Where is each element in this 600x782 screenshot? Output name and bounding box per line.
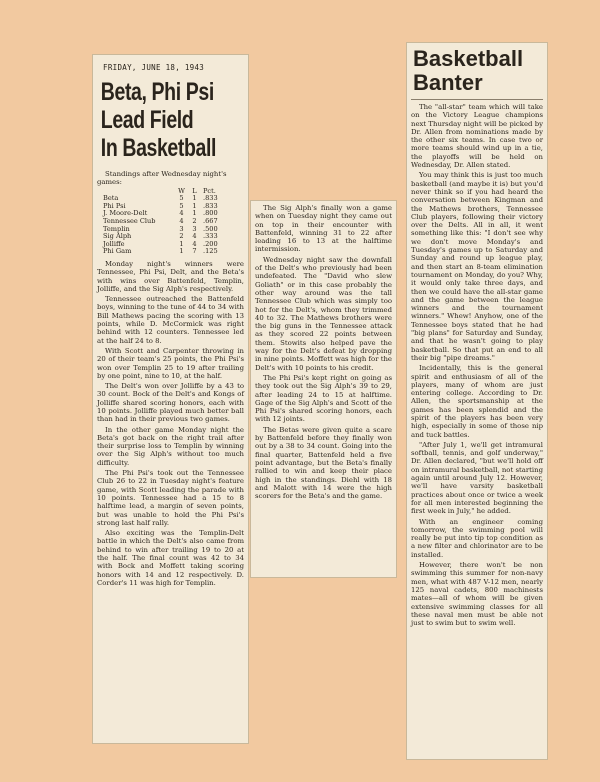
losses: 4 [192, 232, 197, 241]
article-paragraph: The Phi Psi's kept right on going as they took out the Sig Alph's 39 to 29, after leading 24 to 15 at halftime. Gage of the Sig Alph's and Scott of the Phi Psi's shared scoring honors, each with 12 joints. [255, 373, 392, 424]
wins: 5 [179, 194, 184, 203]
standings-table [101, 188, 225, 256]
losses: 1 [192, 209, 197, 218]
column-paragraph: With an engineer coming tomorrow, the swimming pool will really be put into tip top condition as a new filter and chlorinator are to be installed. [411, 517, 543, 559]
article-paragraph: The Delt's won over Jolliffe by a 43 to 30 count. Bock of the Delt's and Kongs of Jolliffe shared scoring honors, each with 10 points. Jolliffe played much better ball than had in their previous two games. [97, 382, 244, 424]
losses: 2 [192, 216, 197, 225]
article-paragraph: In the other game Monday night the Beta's got back on the right trail after their surprise loss to Templin by winning over the Sig Alph's without too much difficulty. [97, 425, 244, 467]
wins: 1 [179, 247, 184, 256]
losses: 7 [192, 247, 197, 256]
wins: 3 [179, 224, 184, 233]
headline-rule [411, 99, 543, 100]
team-name: Templin [103, 224, 130, 233]
team-name: Phi Gam [103, 247, 132, 256]
column-paragraph: Incidentally, this is the general spirit and enthusiasm of all of the players, many of whom are just entering college. According to Dr. Allen, the sportsmanship at the games has been splendid and the spirit of the players has been very high, especially in some of those nip and tuck battles. [411, 364, 543, 439]
headline-line: In Basketball [100, 134, 217, 162]
wins: 1 [179, 239, 184, 248]
pct: .833 [203, 201, 218, 210]
article-paragraph: With Scott and Carpenter throwing in 20 of their team's 25 points, the Phi Psi's won over Templin 25 to 19 after trailing by one point, nine to 10, at the half. [97, 346, 244, 380]
article-paragraph: Wednesday night saw the downfall of the Delt's who previously had been undefeated. The "David who slew Goliath" or in this case probably the other way around was the tall Tennessee Club which was simply too hot for the Delt's, whom they trimmed 40 to 32. The Mathews brothers were the big guns in the Tennessee attack as they scored 22 points between them. Stowits also helped pave the way for the Delt's defeat by dropping in nine points. Moffett was high for the Delt's with 10 points to his credit. [255, 255, 392, 372]
pct: .667 [203, 216, 218, 225]
headline-line: Banter [413, 70, 483, 95]
article-paragraph: Tennessee outreached the Battenfeld boys, winning to the tune of 44 to 34 with Bill Mathews pacing the scoring with 13 points, while D. McCormick was right behind with 12 counters. Tennessee led at the half 24 to 8. [97, 295, 244, 345]
pct: .125 [203, 247, 218, 256]
article-clipping-main [92, 54, 249, 744]
headline-line: Beta, Phi Psi [100, 78, 214, 106]
headline-line: Lead Field [100, 106, 194, 134]
wins: 2 [179, 232, 184, 241]
standings-row [101, 248, 225, 256]
pct-header: Pct. [203, 186, 216, 195]
pct: .333 [203, 232, 218, 241]
article-paragraph: Also exciting was the Templin-Delt battle in which the Delt's also came from behind to win after trailing 19 to 20 at the half. The final count was 42 to 34 with Bock and Moffett taking scoring honors with 14 and 12 respectively. D. Corder's 11 was high for Templin. [97, 529, 244, 587]
pct: .800 [203, 209, 218, 218]
pct: .833 [203, 194, 218, 203]
losses: 3 [192, 224, 197, 233]
headline-line: Basketball [413, 46, 524, 71]
column-paragraph: You may think this is just too much basketball (and maybe it is) but you'd never think so if you had heard the conversation between Kingman and the Mathews brothers, Tennessee Club players, following their victory over the Delts. All in all, it went something like this: "I don't see why we don't move Monday's and Tuesday's games up to Saturday and Sunday and round up league play, and then start an 8-team elimination tournament on Monday, do you? Why, it would only take three days, and then we could have the all-star game and the game between the league winners and the tournament winners." Whew! Anyhow, one of the Tennessee boys stated that he had "big plans" for Saturday and Sunday, and that he wasn't going to play basketball. So that put an end to all their big "pipe dreams." [411, 171, 543, 362]
team-name: Jolliffe [103, 239, 125, 248]
article-paragraph: The Phi Psi's took out the Tennessee Club 26 to 22 in Tuesday night's feature game, with Scott leading the parade with 10 points. Tennessee had a 15 to 8 halftime lead, a margin of seven points, but was unable to hold the Phi Psi's strong last half rally. [97, 469, 244, 527]
team-name: J. Moore-Delt [103, 209, 148, 218]
article-clipping-continued [250, 200, 397, 578]
team-name: Sig Alph [103, 232, 132, 241]
team-name: Tennessee Club [103, 216, 156, 225]
column-paragraph: "After July 1, we'll get intramural softball, tennis, and golf underway," Dr. Allen declared, "but we'll hold off on intramural basketball, not starting again until around July 12. However, we'll have varsity basketball practices about once or twice a week for all men interested beginning the first week in July," he added. [411, 440, 543, 516]
headline [93, 72, 249, 166]
wins: 5 [179, 201, 184, 210]
dateline: FRIDAY, JUNE 18, 1943 [103, 63, 205, 72]
column-clipping-banter [406, 42, 548, 760]
wins: 4 [179, 216, 184, 225]
standings-intro: Standings after Wednesday night's games: [97, 170, 227, 187]
wins-header: W [178, 186, 185, 195]
losses: 1 [192, 201, 197, 210]
wins: 4 [179, 209, 184, 218]
losses: 4 [192, 239, 197, 248]
losses: 1 [192, 194, 197, 203]
column-headline [407, 43, 547, 97]
team-name: Phi Psi [103, 201, 126, 210]
article-paragraph: Monday night's winners were Tennessee, Phi Psi, Delt, and the Beta's with wins over Battenfeld, Templin, Jolliffe, and the Sig Alph's respectively. [97, 259, 244, 293]
team-name: Beta [103, 194, 119, 203]
column-paragraph: The "all-star" team which will take on the Victory League champions next Thursday night will be picked by Dr. Allen from nominations made by the other six teams. In case two or more teams should wind up in a tie, the playoffs will be held on Wednesday, Dr. Allen stated. [411, 103, 543, 170]
column-paragraph: However, there won't be non swimming this summer for non-navy men, what with 487 V-12 men, nearly 125 naval cadets, 800 machinests mates—all of whom will be given extensive swimming classes for all these naval men must be able not just to swim but to swim well. [411, 561, 543, 628]
pct: .500 [203, 224, 218, 233]
losses-header: L [192, 186, 197, 195]
pct: .200 [203, 239, 218, 248]
article-paragraph: The Betas were given quite a scare by Battenfeld before they finally won out by a 38 to 34 count. Going into the final quarter, Battenfeld held a five point advantage, but the Beta's finally rallied to win and keep their place high in the standings. Diehl with 18 and Malott with 14 were the high scorers for the Beta's and the game. [255, 425, 392, 501]
article-paragraph: The Sig Alph's finally won a game when on Tuesday night they came out on top in their encounter with Battenfeld, winning 31 to 22 after leading 16 to 13 at the halftime intermission. [255, 204, 392, 254]
